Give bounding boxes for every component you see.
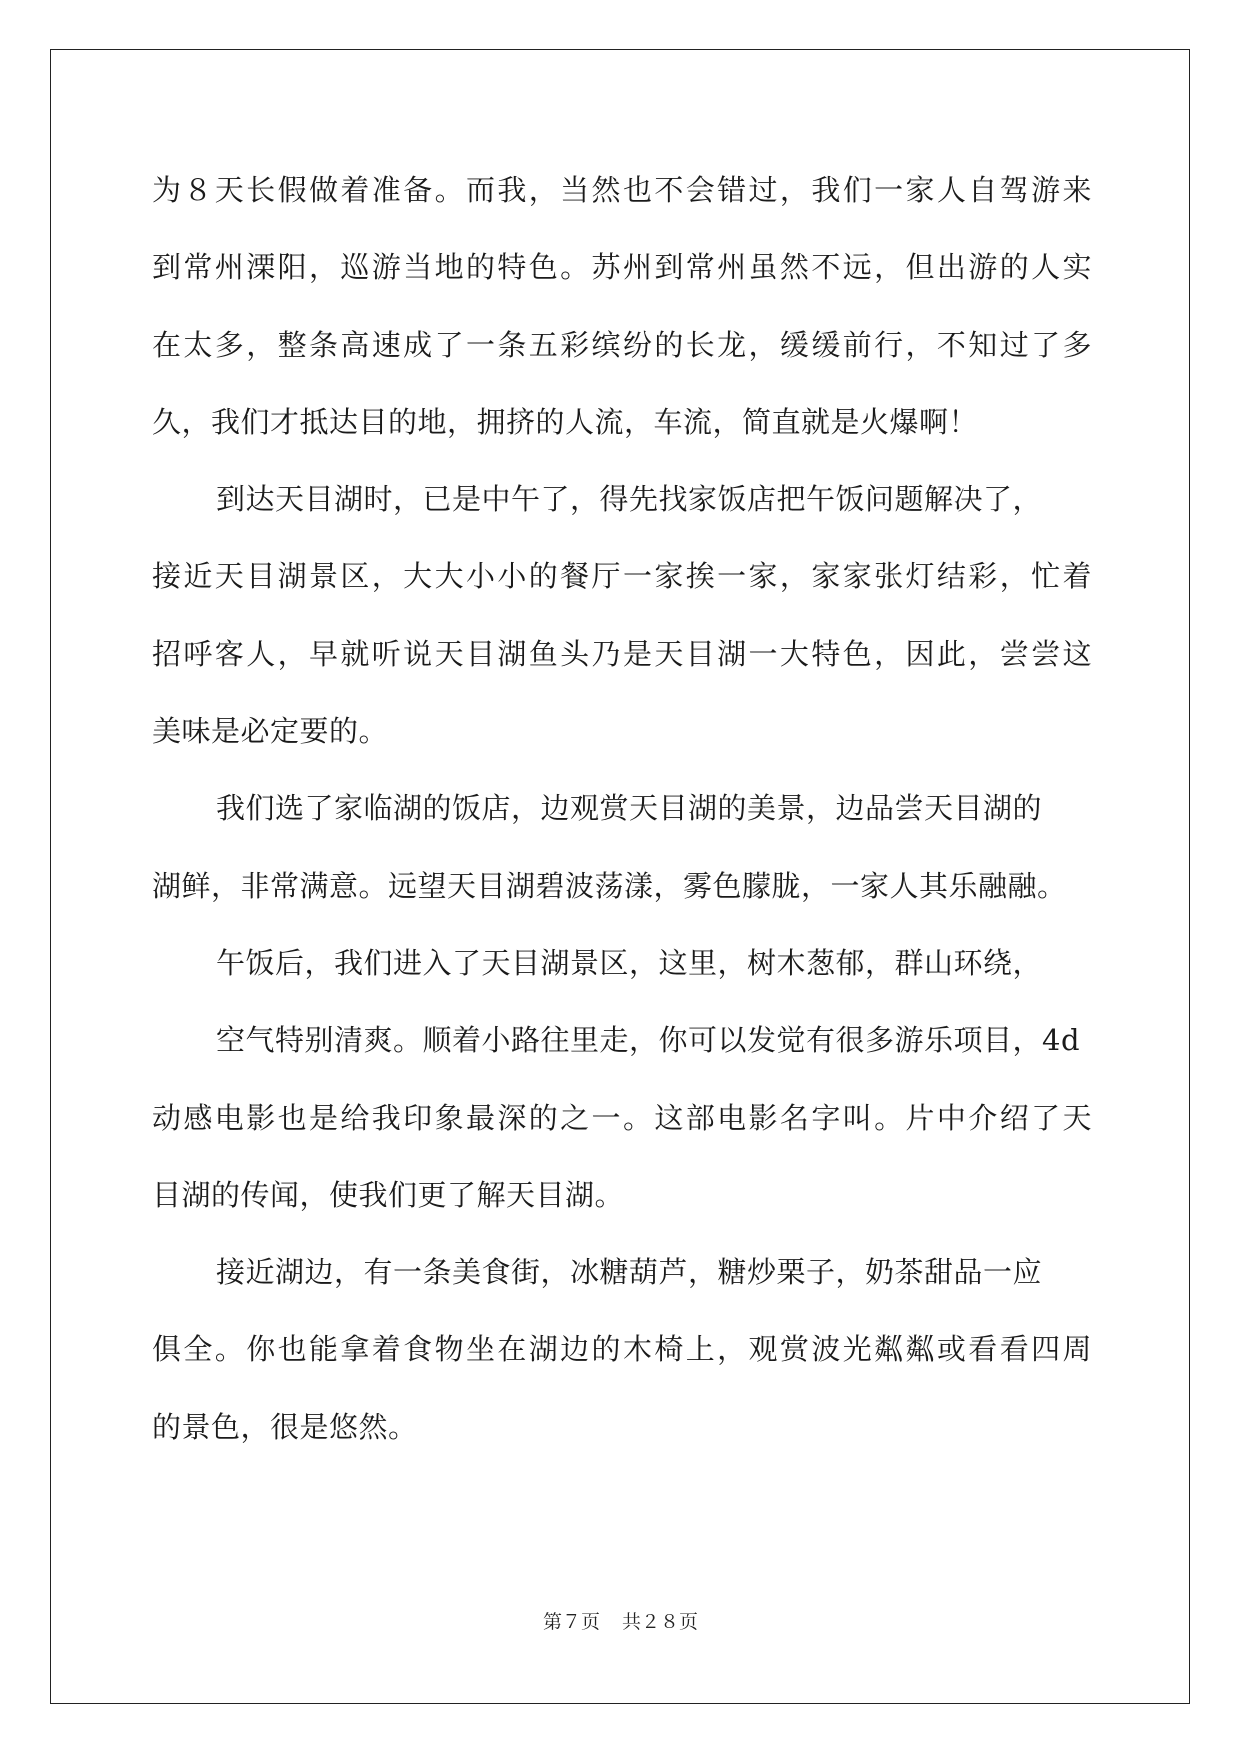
- page-total: 共２８页: [622, 1611, 699, 1633]
- page-number: 第７页: [542, 1611, 600, 1633]
- text-line: 的景色，很是悠然。: [152, 1409, 418, 1444]
- text-line: 为８天长假做着准备。而我，当然也不会错过，我们一家人自驾游来: [152, 173, 1092, 207]
- page-footer: [0, 1607, 1241, 1634]
- paragraph-start-line: 接近湖边，有一条美食街，冰糖葫芦，糖炒栗子，奶茶甜品一应: [216, 1255, 1043, 1290]
- text-line: 久，我们才抵达目的地，拥挤的人流，车流，简直就是火爆啊！: [152, 404, 979, 439]
- text-line: 目湖的传闻，使我们更了解天目湖。: [152, 1177, 625, 1212]
- paragraph-start-line: 到达天目湖时，已是中午了，得先找家饭店把午饭问题解决了，: [216, 482, 1043, 517]
- text-line: 湖鲜，非常满意。远望天目湖碧波荡漾，雾色朦胧，一家人其乐融融。: [152, 868, 1067, 903]
- paragraph-start-line: 空气特别清爽。顺着小路往里走，你可以发觉有很多游乐项目，4d: [216, 1023, 1081, 1058]
- text-line: 接近天目湖景区，大大小小的餐厅一家挨一家，家家张灯结彩，忙着: [152, 559, 1092, 594]
- text-line: 动感电影也是给我印象最深的之一。这部电影名字叫。片中介绍了天: [152, 1100, 1092, 1135]
- paragraph-start-line: 午饭后，我们进入了天目湖景区，这里，树木葱郁，群山环绕，: [216, 945, 1043, 980]
- text-line: 俱全。你也能拿着食物坐在湖边的木椅上，观赏波光粼粼或看看四周: [152, 1332, 1092, 1367]
- text-line: 在太多，整条高速成了一条五彩缤纷的长龙，缓缓前行，不知过了多: [152, 327, 1092, 362]
- text-line: 美味是必定要的。: [152, 714, 389, 749]
- document-body: [152, 160, 1092, 1474]
- paragraph-start-line: 我们选了家临湖的饭店，边观赏天目湖的美景，边品尝天目湖的: [216, 791, 1043, 826]
- text-line: 招呼客人，早就听说天目湖鱼头乃是天目湖一大特色，因此，尝尝这: [152, 636, 1092, 671]
- text-line: 到常州溧阳，巡游当地的特色。苏州到常州虽然不远，但出游的人实: [152, 250, 1092, 285]
